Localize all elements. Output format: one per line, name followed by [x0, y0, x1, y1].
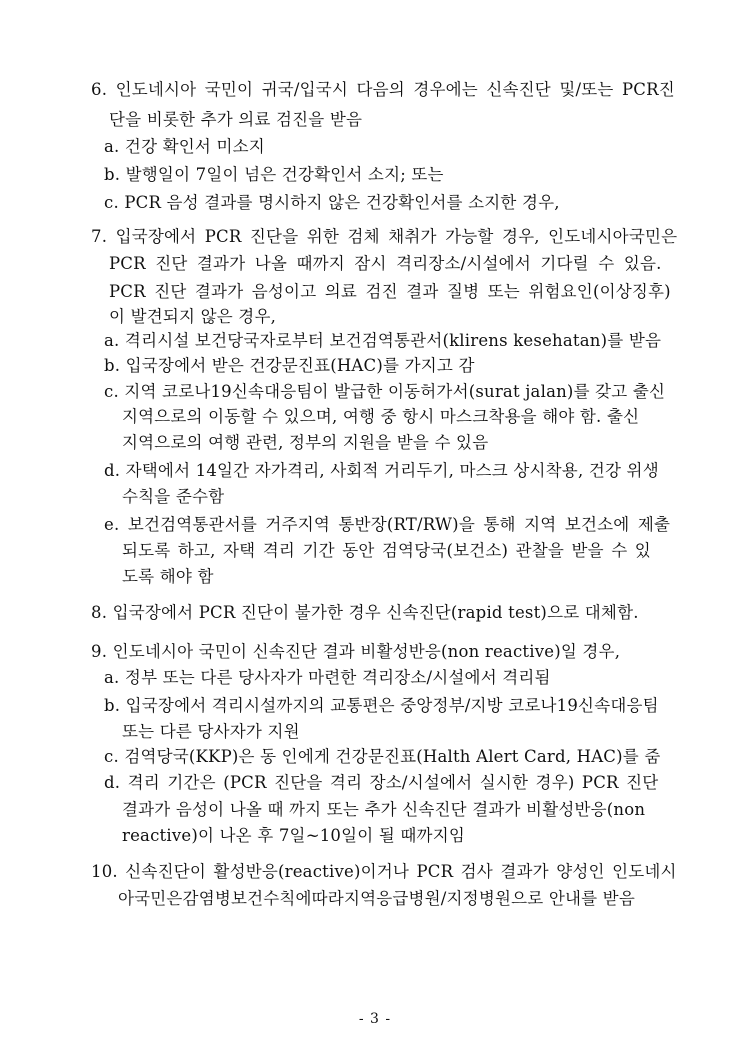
- item-9-subitem-c: c. 검역당국(KKP)은 동 인에게 건강문진표(Halth Alert Card, HAC)를 줌: [104, 747, 661, 766]
- item-9-subitem-d-line-3: reactive)이 나온 후 7일~10일이 될 때까지임: [122, 826, 465, 845]
- item-6-line-1: 6. 인도네시아 국민이 귀국/입국시 다음의 경우에는 신속진단 및/또는 PCR진: [91, 80, 675, 99]
- item-7-subitem-c-line-1: c. 지역 코로나19신속대응팀이 발급한 이동허가서(surat jalan)를 갖고 출신: [104, 382, 666, 401]
- item-7-subitem-d-line-2: 수칙을 준수함: [122, 487, 225, 506]
- item-9-subitem-b-line-2: 또는 다른 당사자가 지원: [122, 722, 300, 741]
- page-number: - 3 -: [358, 1011, 392, 1027]
- item-9-subitem-d-line-2: 결과가 음성이 나올 때 까지 또는 추가 신속진단 결과가 비활성반응(non: [122, 800, 646, 819]
- item-7-line-3: PCR 진단 결과가 음성이고 의료 검진 결과 질병 또는 위험요인(이상징후): [109, 282, 671, 301]
- item-6-line-2: 단을 비롯한 추가 의료 검진을 받음: [109, 110, 363, 129]
- item-7-subitem-e-line-2: 되도록 하고, 자택 격리 기간 동안 검역당국(보건소) 관찰을 받을 수 있: [122, 541, 651, 560]
- item-6-subitem-a: a. 건강 확인서 미소지: [104, 137, 265, 156]
- item-7-line-1: 7. 입국장에서 PCR 진단을 위한 검체 채취가 가능할 경우, 인도네시아국민은: [91, 227, 678, 246]
- item-7-subitem-a: a. 격리시설 보건당국자로부터 보건검역통관서(klirens kesehatan)를 받음: [104, 331, 662, 350]
- item-7-line-4: 이 발견되지 않은 경우,: [109, 307, 277, 326]
- item-9-line-1: 9. 인도네시아 국민이 신속진단 결과 비활성반응(non reactive)일 경우,: [91, 642, 621, 661]
- item-10-line-1: 10. 신속진단이 활성반응(reactive)이거나 PCR 검사 결과가 양성인 인도네시: [91, 862, 677, 881]
- item-9-subitem-a: a. 정부 또는 다른 당사자가 마련한 격리장소/시설에서 격리됨: [104, 668, 551, 687]
- item-7-subitem-c-line-2: 지역으로의 이동할 수 있으며, 여행 중 항시 마스크착용을 해야 함. 출신: [122, 407, 640, 426]
- item-7-subitem-d-line-1: d. 자택에서 14일간 자가격리, 사회적 거리두기, 마스크 상시착용, 건강 위생: [104, 461, 659, 480]
- item-7-subitem-e-line-3: 도록 해야 함: [122, 567, 214, 586]
- item-6-subitem-c: c. PCR 음성 결과를 명시하지 않은 건강확인서를 소지한 경우,: [104, 193, 560, 212]
- item-10-line-2: 아국민은감염병보건수칙에따라지역응급병원/지정병원으로 안내를 받음: [118, 889, 635, 908]
- item-9-subitem-b-line-1: b. 입국장에서 격리시설까지의 교통편은 중앙정부/지방 코로나19신속대응팀: [104, 696, 659, 715]
- item-8-line-1: 8. 입국장에서 PCR 진단이 불가한 경우 신속진단(rapid test)으로 대체함.: [91, 603, 639, 622]
- item-7-subitem-c-line-3: 지역으로의 여행 관련, 정부의 지원을 받을 수 있음: [122, 433, 489, 452]
- item-6-subitem-b: b. 발행일이 7일이 넘은 건강확인서 소지; 또는: [104, 165, 444, 184]
- item-9-subitem-d-line-1: d. 격리 기간은 (PCR 진단을 격리 장소/시설에서 실시한 경우) PCR 진단: [104, 773, 659, 792]
- item-7-subitem-e-line-1: e. 보건검역통관서를 거주지역 통반장(RT/RW)을 통해 지역 보건소에 제출: [104, 515, 671, 534]
- item-7-line-2: PCR 진단 결과가 나올 때까지 잠시 격리장소/시설에서 기다릴 수 있음.: [109, 254, 662, 273]
- item-7-subitem-b: b. 입국장에서 받은 건강문진표(HAC)를 가지고 감: [104, 356, 475, 375]
